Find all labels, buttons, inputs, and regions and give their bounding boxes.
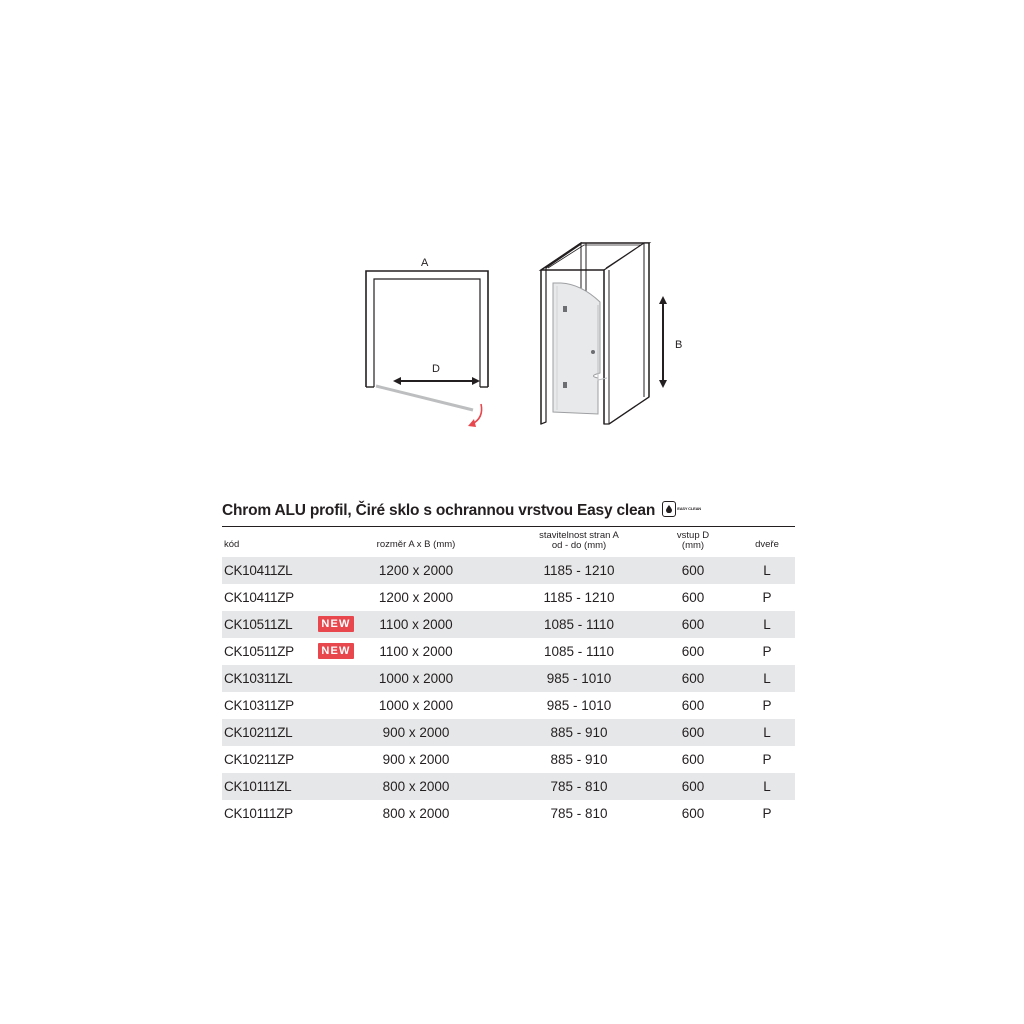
door-handle xyxy=(591,350,595,354)
hinge-bottom xyxy=(563,382,567,388)
cell-size: 1100 x 2000 xyxy=(379,617,453,632)
table-body xyxy=(222,557,795,827)
isometric-view-diagram xyxy=(541,243,682,424)
cell-code: CK10111ZL xyxy=(224,779,292,794)
cell-size: 1200 x 2000 xyxy=(378,563,454,578)
easy-clean-text: EASY CLEAN xyxy=(677,505,701,511)
cell-range: 785 - 810 xyxy=(550,779,608,794)
cell-entry: 600 xyxy=(681,806,705,821)
cell-entry: 600 xyxy=(681,617,705,632)
cell-size: 900 x 2000 xyxy=(382,752,450,767)
header-code: kód xyxy=(224,539,240,550)
cell-range: 785 - 810 xyxy=(550,806,608,821)
cell-code: CK10511ZP xyxy=(224,644,294,659)
new-badge: NEW xyxy=(318,643,354,659)
cell-entry: 600 xyxy=(681,725,705,740)
table-title-text: Chrom ALU profil, Čiré sklo s ochrannou vrstvou Easy clean xyxy=(222,502,656,519)
cell-range: 1185 - 1210 xyxy=(543,563,615,578)
cell-entry: 600 xyxy=(681,563,705,578)
table-title xyxy=(222,498,795,526)
cell-code: CK10311ZP xyxy=(224,698,294,713)
cell-door: L xyxy=(763,779,771,794)
cell-size: 900 x 2000 xyxy=(382,725,450,740)
table-row xyxy=(222,800,795,827)
cell-entry: 600 xyxy=(681,698,705,713)
cell-code: CK10511ZL xyxy=(224,617,293,632)
table-header xyxy=(222,527,795,557)
cell-range: 885 - 910 xyxy=(550,725,608,740)
cell-range: 985 - 1010 xyxy=(546,671,612,686)
cell-entry: 600 xyxy=(681,644,705,659)
cell-door: P xyxy=(762,644,772,659)
cell-code: CK10411ZL xyxy=(224,563,293,578)
cell-door: P xyxy=(762,752,772,767)
cell-door: P xyxy=(762,590,772,605)
cell-door: L xyxy=(763,671,771,686)
header-range-line1: stavitelnost stran A xyxy=(539,530,619,541)
cell-entry: 600 xyxy=(681,590,705,605)
table-row xyxy=(222,692,795,719)
shower-diagrams xyxy=(0,0,1024,460)
table-row xyxy=(222,665,795,692)
cell-code: CK10211ZL xyxy=(224,725,293,740)
cell-code: CK10411ZP xyxy=(224,590,294,605)
cell-range: 1085 - 1110 xyxy=(543,617,615,632)
easy-clean-badge xyxy=(662,501,701,517)
cell-entry: 600 xyxy=(681,779,705,794)
table-row xyxy=(222,746,795,773)
cell-door: L xyxy=(763,725,771,740)
table-row xyxy=(222,557,795,584)
cell-door: P xyxy=(762,698,772,713)
new-badge: NEW xyxy=(318,616,354,632)
cell-range: 1085 - 1110 xyxy=(543,644,615,659)
table-row xyxy=(222,773,795,800)
cell-size: 1000 x 2000 xyxy=(378,698,454,713)
header-entry-line2: (mm) xyxy=(681,540,705,551)
cell-door: L xyxy=(763,617,771,632)
cell-size: 800 x 2000 xyxy=(382,806,450,821)
cell-door: L xyxy=(763,563,771,578)
header-size: rozměr A x B (mm) xyxy=(376,539,456,550)
table-row xyxy=(222,611,795,638)
cell-code: CK10311ZL xyxy=(224,671,293,686)
glass-door xyxy=(553,283,600,414)
header-entry-line1: vstup D xyxy=(676,530,710,541)
cell-size: 800 x 2000 xyxy=(382,779,450,794)
cell-size: 1100 x 2000 xyxy=(379,644,453,659)
cell-range: 885 - 910 xyxy=(550,752,608,767)
cell-entry: 600 xyxy=(681,671,705,686)
cell-code: CK10111ZP xyxy=(224,806,293,821)
table-row xyxy=(222,719,795,746)
cell-entry: 600 xyxy=(681,752,705,767)
plan-view-diagram xyxy=(366,257,488,427)
water-drop-icon xyxy=(662,501,676,517)
table-row xyxy=(222,638,795,665)
cell-range: 985 - 1010 xyxy=(546,698,612,713)
hinge-top xyxy=(563,306,567,312)
plan-label-d: D xyxy=(432,363,440,375)
plan-label-a: A xyxy=(421,257,429,269)
cell-range: 1185 - 1210 xyxy=(543,590,615,605)
header-door: dveře xyxy=(755,539,779,550)
door-leaf xyxy=(376,386,473,410)
header-range-line2: od - do (mm) xyxy=(551,540,607,551)
cell-size: 1200 x 2000 xyxy=(378,590,454,605)
cell-door: P xyxy=(762,806,772,821)
spec-table xyxy=(222,498,795,827)
cell-code: CK10211ZP xyxy=(224,752,294,767)
iso-label-b: B xyxy=(675,339,683,351)
table-row xyxy=(222,584,795,611)
cell-size: 1000 x 2000 xyxy=(378,671,454,686)
